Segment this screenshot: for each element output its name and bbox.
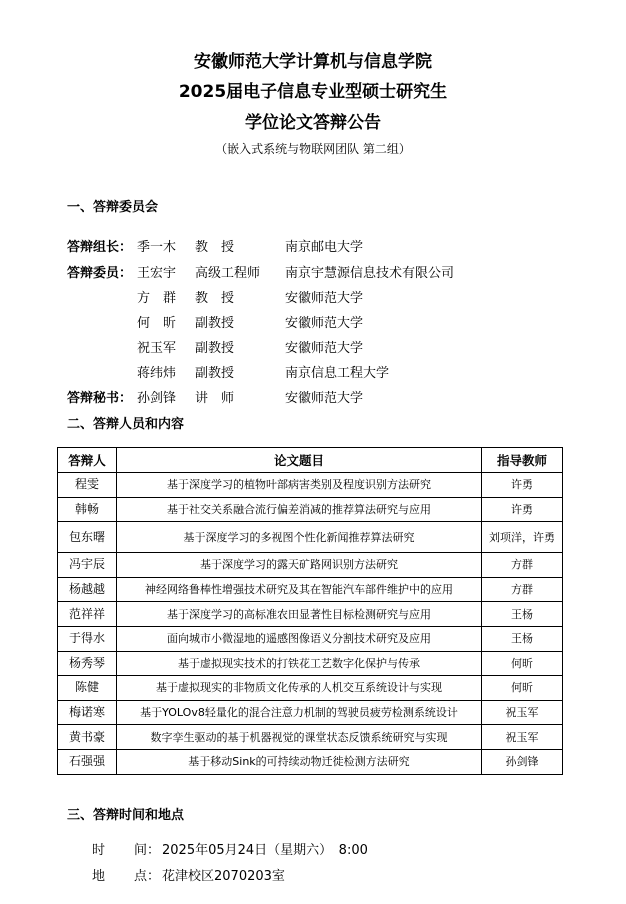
committee-role: 答辩秘书： [67,391,133,406]
place-label-a: 地 [92,869,106,884]
table-row [58,626,563,651]
subtitle: （嵌入式系统与物联网团队 第二组） [215,142,411,156]
student-cell: 石强强 [58,749,117,774]
section-committee-heading: 一、答辩委员会 [67,200,159,215]
advisor-cell: 许勇 [482,497,563,522]
advisor-cell: 方群 [482,577,563,602]
committee-title: 教 授 [195,240,235,255]
advisor-cell: 祝玉军 [482,725,563,750]
topic-cell: 基于虚拟现实技术的打铁花工艺数字化保护与传承 [117,651,482,676]
committee-name: 孙剑锋 [137,391,177,406]
committee-org: 安徽师范大学 [285,341,364,356]
student-cell: 韩畅 [58,497,117,522]
section-defense-heading: 二、答辩人员和内容 [67,417,185,432]
table-row [58,725,563,750]
header-student: 答辩人 [58,448,117,473]
title-line-2: 2025届电子信息专业型硕士研究生 [178,82,448,102]
student-cell: 梅诺寒 [58,700,117,725]
student-cell: 范祥祥 [58,602,117,627]
committee-role: 答辩组长： [67,240,133,255]
section-schedule-heading: 三、答辩时间和地点 [67,808,185,823]
committee-org: 安徽师范大学 [285,316,364,331]
topic-cell: 神经网络鲁棒性增强技术研究及其在智能汽车部件维护中的应用 [117,577,482,602]
committee-name: 季一木 [137,240,177,255]
topic-cell: 面向城市小微湿地的遥感图像语义分割技术研究及应用 [117,626,482,651]
table-row [58,473,563,498]
committee-org: 南京信息工程大学 [285,366,390,381]
title-line-1: 安徽师范大学计算机与信息学院 [194,52,432,72]
header-advisor: 指导教师 [482,448,563,473]
table-row [58,602,563,627]
topic-cell: 基于虚拟现实的非物质文化传承的人机交互系统设计与实现 [117,676,482,701]
topic-cell: 基于社交关系融合流行偏差消减的推荐算法研究与应用 [117,497,482,522]
time-value: 2025年05月24日（星期六） 8:00 [162,843,368,858]
advisor-cell: 何昕 [482,651,563,676]
topic-cell: 基于深度学习的高标准农田显著性目标检测研究与应用 [117,602,482,627]
topic-cell: 数字孪生驱动的基于机器视觉的课堂状态反馈系统研究与实现 [117,725,482,750]
committee-title: 副教授 [195,341,235,356]
committee-name: 方 群 [137,291,177,306]
table-header-row [58,448,563,473]
student-cell: 冯宇辰 [58,553,117,578]
advisor-cell: 王杨 [482,602,563,627]
advisor-cell: 孙剑锋 [482,749,563,774]
advisor-cell: 祝玉军 [482,700,563,725]
committee-name: 祝玉军 [137,341,177,356]
advisor-cell: 何昕 [482,676,563,701]
committee-name: 王宏宇 [137,266,177,281]
advisor-cell: 刘项洋，许勇 [482,522,563,553]
topic-cell: 基于移动Sink的可持续动物迁徙检测方法研究 [117,749,482,774]
time-label-a: 时 [92,843,106,858]
committee-title: 高级工程师 [195,266,261,281]
topic-cell: 基于深度学习的露天矿路网识别方法研究 [117,553,482,578]
time-label-b: 间： [134,843,161,858]
student-cell: 杨秀琴 [58,651,117,676]
topic-cell: 基于深度学习的多视图个性化新闻推荐算法研究 [117,522,482,553]
student-cell: 程雯 [58,473,117,498]
student-cell: 杨越越 [58,577,117,602]
committee-title: 副教授 [195,316,235,331]
table-row [58,497,563,522]
table-row [58,749,563,774]
defense-table [57,447,563,775]
committee-name: 何 昕 [137,316,177,331]
committee-org: 南京宇慧源信息技术有限公司 [285,266,455,281]
committee-role: 答辩委员： [67,266,133,281]
advisor-cell: 王杨 [482,626,563,651]
student-cell: 陈健 [58,676,117,701]
table-row [58,700,563,725]
topic-cell: 基于YOLOv8轻量化的混合注意力机制的驾驶员疲劳检测系统设计 [117,700,482,725]
title-line-3: 学位论文答辩公告 [245,113,381,133]
table-row [58,522,563,553]
committee-org: 南京邮电大学 [285,240,364,255]
committee-title: 教 授 [195,291,235,306]
table-row [58,676,563,701]
student-cell: 于得水 [58,626,117,651]
place-value: 花津校区2070203室 [162,869,285,884]
committee-org: 安徽师范大学 [285,291,364,306]
advisor-cell: 方群 [482,553,563,578]
advisor-cell: 许勇 [482,473,563,498]
committee-name: 蒋纬炜 [137,366,177,381]
table-row [58,577,563,602]
student-cell: 包东曙 [58,522,117,553]
table-row [58,651,563,676]
committee-title: 副教授 [195,366,235,381]
student-cell: 黄书豪 [58,725,117,750]
committee-title: 讲 师 [195,391,235,406]
topic-cell: 基于深度学习的植物叶部病害类别及程度识别方法研究 [117,473,482,498]
place-label-b: 点： [134,869,161,884]
header-topic: 论文题目 [117,448,482,473]
table-row [58,553,563,578]
committee-org: 安徽师范大学 [285,391,364,406]
